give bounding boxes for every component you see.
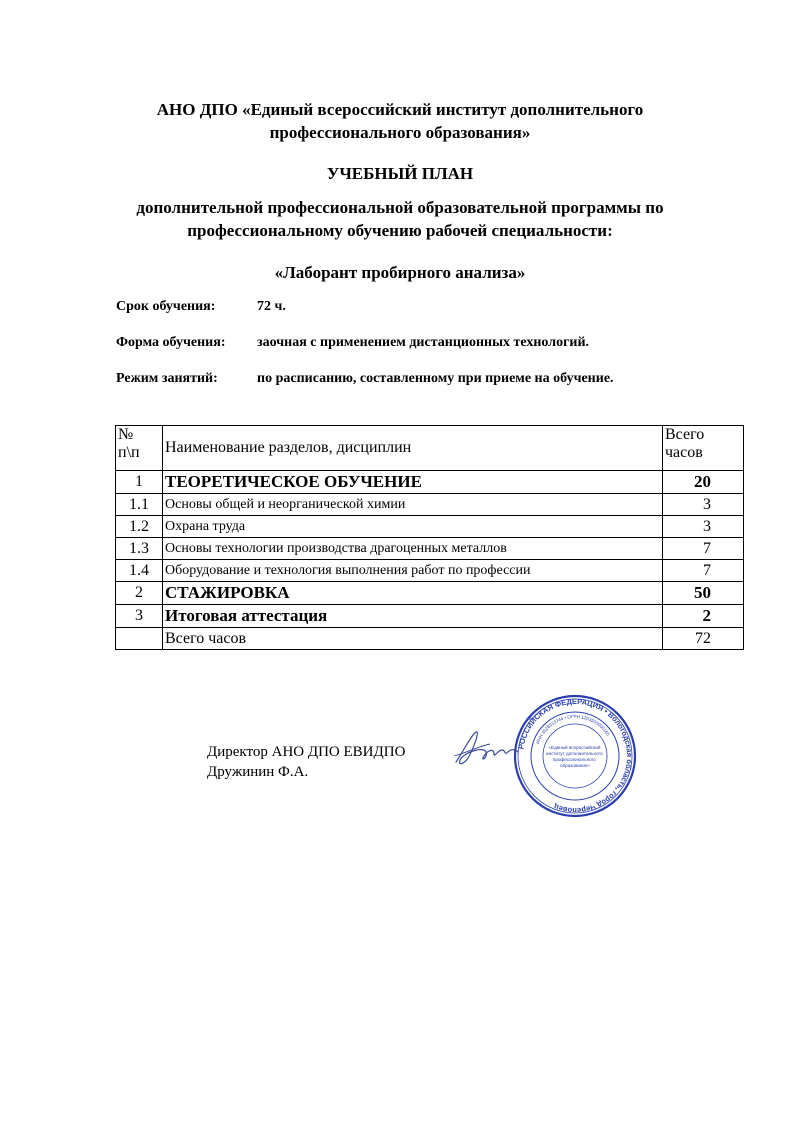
organization-title — [0, 98, 800, 144]
table-row — [116, 471, 744, 494]
document-subtitle-line2: профессиональному обучению рабочей специальности: — [187, 221, 613, 240]
table-row — [116, 538, 744, 560]
header-hours-line2: часов — [665, 444, 703, 461]
row-hours: 3 — [663, 494, 744, 516]
row-hours: 2 — [663, 605, 744, 628]
header-name: Наименование разделов, дисциплин — [163, 426, 663, 471]
document-title: УЧЕБНЫЙ ПЛАН — [326, 164, 474, 183]
row-number: 2 — [116, 582, 163, 605]
table-row — [116, 582, 744, 605]
row-number: 3 — [116, 605, 163, 628]
signatory — [207, 742, 405, 782]
total-label: Всего часов — [163, 628, 663, 650]
total-hours: 72 — [663, 628, 744, 650]
table-row — [116, 494, 744, 516]
curriculum-table — [115, 425, 744, 650]
organization-title-line1: АНО ДПО «Единый всероссийский институт дополнительного — [156, 100, 644, 119]
header-hours — [663, 426, 744, 471]
table-header-row — [116, 426, 744, 471]
document-subtitle — [0, 196, 800, 242]
meta-duration-label: Срок обучения: — [116, 299, 216, 314]
row-number: 1.2 — [116, 516, 163, 538]
stamp-center-text: «Единый всероссийский институт дополнительного профессионального образования» — [546, 745, 603, 768]
row-number: 1.4 — [116, 560, 163, 582]
table-row — [116, 560, 744, 582]
signatory-name: Дружинин Ф.А. — [207, 764, 309, 780]
row-hours: 3 — [663, 516, 744, 538]
row-hours: 50 — [663, 582, 744, 605]
total-number-empty — [116, 628, 163, 650]
meta-form — [116, 334, 590, 352]
stamp-inner-text: ИНН 3528313744 • ОГРН 1203500000165 — [535, 713, 611, 745]
header-hours-line1: Всего — [665, 426, 705, 443]
meta-form-value: заочная с применением дистанционных технологий. — [257, 335, 590, 350]
header-number-line1: № — [118, 426, 134, 443]
header-number-line2: п\п — [118, 444, 140, 461]
row-number: 1.3 — [116, 538, 163, 560]
row-hours: 7 — [663, 560, 744, 582]
row-hours: 20 — [663, 471, 744, 494]
row-name: СТАЖИРОВКА — [163, 582, 663, 605]
row-hours: 7 — [663, 538, 744, 560]
meta-mode-value: по расписанию, составленному при приеме на обучение. — [257, 371, 614, 386]
stamp-outer-text: РОССИЙСКАЯ ФЕДЕРАЦИЯ • Вологодская область, город Череповец — [516, 696, 635, 816]
signatory-position: Директор АНО ДПО ЕВИДПО — [207, 744, 406, 760]
row-name: Основы технологии производства драгоценных металлов — [163, 538, 663, 560]
table-row — [116, 605, 744, 628]
program-name: «Лаборант пробирного анализа» — [274, 263, 526, 282]
meta-duration — [116, 298, 286, 316]
row-name: Итоговая аттестация — [163, 605, 663, 628]
table-total-row — [116, 628, 744, 650]
handwritten-signature — [450, 722, 520, 772]
meta-form-label: Форма обучения: — [116, 335, 226, 350]
header-number — [116, 426, 163, 471]
official-stamp — [512, 693, 638, 819]
row-name: Оборудование и технология выполнения работ по профессии — [163, 560, 663, 582]
row-number: 1 — [116, 471, 163, 494]
document-subtitle-line1: дополнительной профессиональной образовательной программы по — [136, 198, 664, 217]
meta-duration-value: 72 ч. — [257, 299, 286, 314]
row-name: ТЕОРЕТИЧЕСКОЕ ОБУЧЕНИЕ — [163, 471, 663, 494]
organization-title-line2: профессионального образования» — [269, 123, 531, 142]
meta-mode-label: Режим занятий: — [116, 371, 218, 386]
meta-mode — [116, 370, 614, 388]
row-name: Охрана труда — [163, 516, 663, 538]
row-name: Основы общей и неорганической химии — [163, 494, 663, 516]
row-number: 1.1 — [116, 494, 163, 516]
table-row — [116, 516, 744, 538]
